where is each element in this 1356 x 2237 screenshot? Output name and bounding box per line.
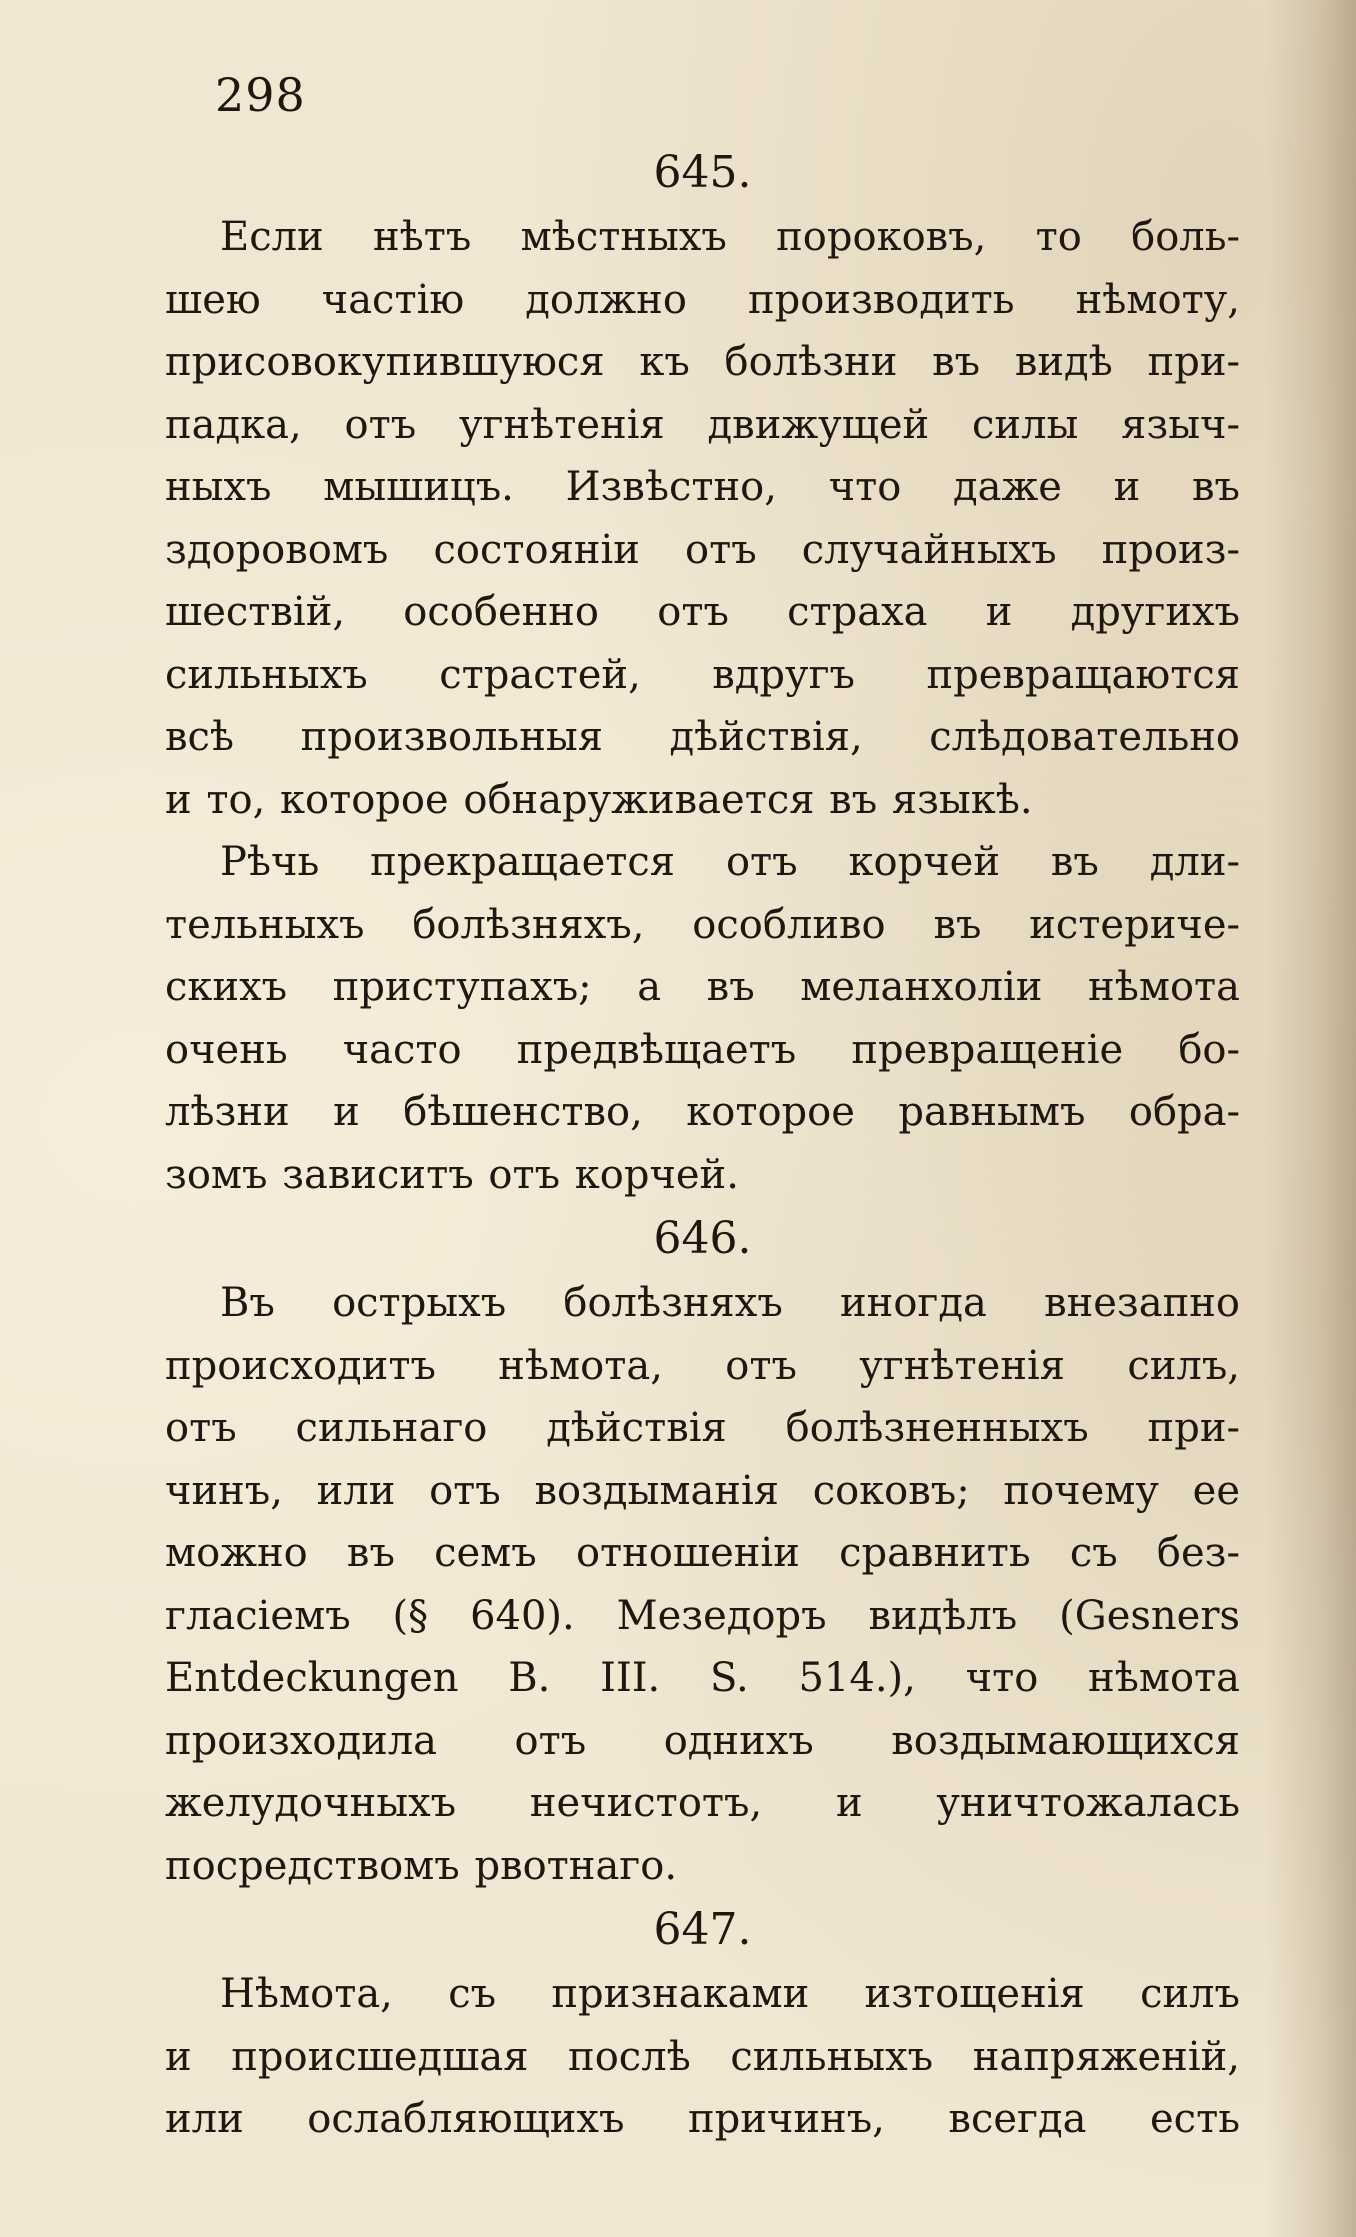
text-line: очень часто предвѣщаетъ превращеніе бо- — [165, 1026, 1240, 1073]
text-line: шею частію должно производить нѣмоту, — [165, 276, 1240, 323]
text-line: Нѣмота, съ признаками изтощенія силъ — [220, 1971, 1240, 2017]
text-line: посредствомъ рвотнаго. — [165, 1842, 678, 1889]
text-line: произходила отъ однихъ воздымающихся — [165, 1717, 1240, 1764]
paragraph — [165, 831, 1240, 1206]
text-line: Въ острыхъ болѣзняхъ иногда внезапно — [220, 1280, 1240, 1326]
body-text — [165, 140, 1240, 2151]
section-number-646: 646. — [653, 1213, 752, 1264]
text-line: шествій, особенно отъ страха и другихъ — [165, 589, 1240, 635]
page-number: 298 — [215, 68, 306, 122]
page-gutter-shadow — [1266, 0, 1356, 2237]
text-line: лѣзни и бѣшенство, которое равнымъ обра- — [165, 1089, 1240, 1135]
text-line: Entdeckungen B. III. S. 514.), что нѣмота — [165, 1655, 1240, 1701]
text-line: падка, отъ угнѣтенія движущей силы языч- — [165, 401, 1240, 448]
text-line: или ослабляющихъ причинъ, всегда есть — [165, 2096, 1240, 2142]
paragraph — [165, 1272, 1240, 1897]
text-line: всѣ произвольныя дѣйствія, слѣдовательно — [165, 714, 1240, 760]
text-line: гласіемъ (§ 640). Мезедоръ видѣлъ (Gesners — [165, 1592, 1240, 1639]
text-line: присовокупившуюся къ болѣзни въ видѣ при- — [165, 339, 1240, 385]
text-line: сильныхъ страстей, вдругъ превращаются — [165, 651, 1240, 698]
text-line: Рѣчь прекращается отъ корчей въ дли- — [220, 839, 1240, 885]
text-line: желудочныхъ нечистотъ, и уничтожалась — [165, 1780, 1240, 1826]
text-line: и то, которое обнаруживается въ языкѣ. — [165, 776, 1033, 823]
section-number-645: 645. — [653, 147, 752, 198]
text-line: отъ сильнаго дѣйствія болѣзненныхъ при- — [165, 1405, 1240, 1451]
text-line: можно въ семъ отношеніи сравнить съ без- — [165, 1530, 1240, 1576]
text-line: Если нѣтъ мѣстныхъ пороковъ, то боль- — [220, 214, 1240, 260]
section-number-647: 647. — [653, 1904, 752, 1955]
text-line: чинъ, или отъ воздыманія соковъ; почему ее — [165, 1467, 1240, 1514]
text-line: и происшедшая послѣ сильныхъ напряженій, — [165, 2033, 1240, 2080]
text-line: тельныхъ болѣзняхъ, особливо въ истериче- — [165, 901, 1240, 948]
text-line: здоровомъ состояніи отъ случайныхъ произ- — [165, 526, 1240, 573]
text-line: происходитъ нѣмота, отъ угнѣтенія силъ, — [165, 1342, 1240, 1389]
paragraph — [165, 206, 1240, 831]
text-line: скихъ приступахъ; а въ меланхоліи нѣмота — [165, 964, 1240, 1010]
paragraph — [165, 1963, 1240, 2151]
text-line: зомъ зависитъ отъ корчей. — [165, 1151, 739, 1198]
text-line: ныхъ мышицъ. Извѣстно, что даже и въ — [165, 464, 1240, 510]
